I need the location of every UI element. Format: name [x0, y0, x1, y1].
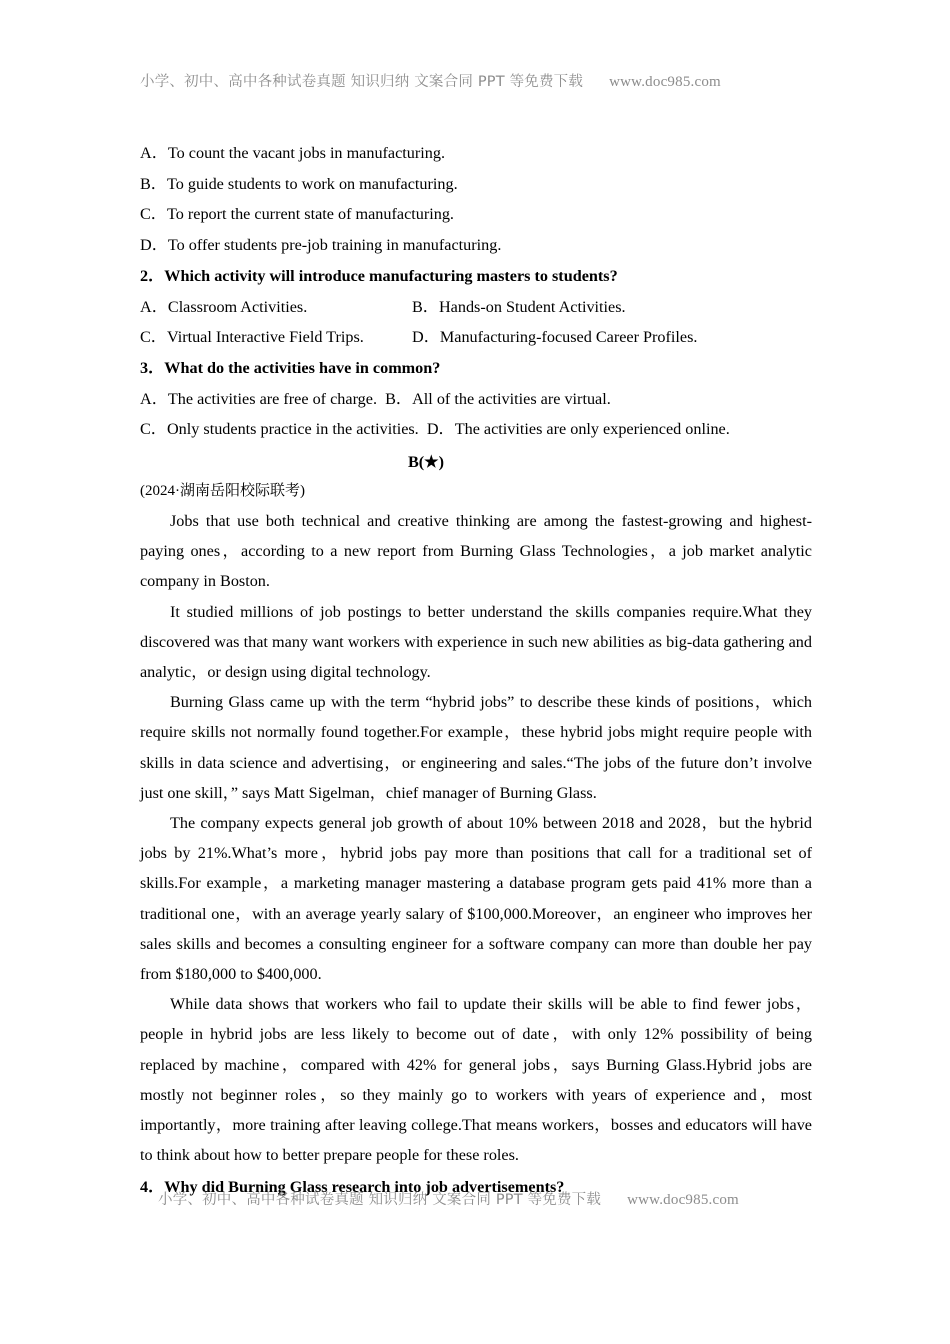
option-label: B． — [140, 174, 167, 193]
option-row — [140, 169, 812, 200]
option-cell — [140, 322, 412, 353]
document-content — [140, 138, 812, 1202]
option-label: C． — [140, 420, 167, 439]
header-watermark-url: www.doc985.com — [609, 74, 721, 90]
option-label: B． — [385, 389, 413, 408]
option-row — [140, 199, 812, 230]
question-3-stem — [140, 353, 812, 384]
passage-paragraph: Burning Glass came up with the term “hybrid jobs” to describe these kinds of positions，which require skills not normally found together.For example，these hybrid jobs might require people with skills in data science and advertising，or engineering and sales.“The jobs of the future don’t involve just one skill，” says Matt Sigelman，chief manager of Burning Glass. — [140, 693, 812, 802]
option-row — [140, 292, 812, 323]
option-row — [140, 384, 812, 415]
option-label: D． — [426, 420, 455, 439]
option-label: D． — [412, 328, 440, 347]
section-heading: B(★) — [407, 453, 445, 472]
option-text: Manufacturing-focused Career Profiles. — [439, 328, 698, 347]
question-text: What do the activities have in common? — [164, 358, 441, 377]
passage-paragraph: The company expects general job growth of about 10% between 2018 and 2028，but the hybrid jobs by 21%.What’s more，hybrid jobs pay more than positions that call for a traditional set of skills.For example，a marketing manager mastering a database program gets paid 41% more than a traditional one，with an average yearly salary of $100,000.Moreover，an engineer who improves her sales skills and becomes a consulting engineer for a software company can more than double her pay from $180,000 to $400,000. — [140, 814, 812, 984]
option-text: Virtual Interactive Field Trips. — [166, 328, 364, 347]
passage-paragraph: It studied millions of job postings to better understand the skills companies require.What they discovered was that many want workers with experience in such new abilities as big-data gathering and analytic，or design using digital technology. — [140, 602, 812, 682]
option-text: Only students practice in the activities. — [166, 420, 419, 439]
option-text: Classroom Activities. — [167, 297, 308, 316]
option-cell — [140, 292, 412, 323]
option-row — [140, 230, 812, 261]
source-attribution: (2024·湖南岳阳校际联考) — [140, 483, 305, 500]
footer-watermark-text: 小学、初中、高中各种试卷真题 知识归纳 文案合同 PPT 等免费下载 — [158, 1192, 602, 1208]
option-label: C． — [140, 328, 167, 347]
option-text: All of the activities are virtual. — [412, 389, 611, 408]
footer-watermark — [158, 1188, 828, 1209]
option-label: A． — [140, 297, 168, 316]
question-text: Why did Burning Glass research into job advertisements? — [164, 1177, 565, 1196]
question-number: 3． — [140, 358, 165, 377]
option-text: The activities are only experienced online. — [454, 420, 730, 439]
option-cell — [412, 292, 626, 323]
passage-paragraph: Jobs that use both technical and creative thinking are among the fastest-growing and highest-paying ones，according to a new report from Burning Glass Technologies，a job market analytic company in Boston. — [140, 512, 812, 591]
passage-paragraph: While data shows that workers who fail to update their skills will be able to find fewer jobs，people in hybrid jobs are less likely to become out of date，with only 12% possibility of being replaced by machine，compared with 42% for general jobs，says Burning Glass.Hybrid jobs are mostly not beginner roles，so they mainly go to workers with years of experience and，most importantly，more training after leaving college.That means workers，bosses and educators will have to think about how to better prepare people for these roles. — [140, 995, 812, 1165]
option-text: To guide students to work on manufacturing. — [166, 174, 458, 193]
option-label: A． — [140, 144, 168, 162]
question-2-stem — [140, 261, 812, 292]
question-number: 2． — [140, 266, 165, 285]
option-text: To offer students pre-job training in manufacturing. — [167, 236, 502, 255]
header-watermark — [140, 70, 810, 91]
option-label: D． — [140, 236, 168, 255]
option-row — [140, 322, 812, 353]
option-row — [140, 138, 812, 169]
option-text: The activities are free of charge. — [167, 389, 378, 408]
question-text: Which activity will introduce manufacturing masters to students? — [164, 266, 618, 285]
footer-watermark-url: www.doc985.com — [627, 1192, 739, 1208]
option-cell — [412, 322, 697, 353]
header-watermark-text: 小学、初中、高中各种试卷真题 知识归纳 文案合同 PPT 等免费下载 — [140, 74, 584, 90]
option-text: To count the vacant jobs in manufacturing. — [167, 144, 446, 162]
option-row — [140, 414, 812, 445]
option-label: C． — [140, 205, 167, 224]
option-text: To report the current state of manufacturing. — [166, 205, 454, 224]
question-number: 4． — [140, 1177, 165, 1196]
option-label: B． — [412, 297, 439, 316]
option-label: A． — [140, 389, 168, 408]
option-text: Hands-on Student Activities. — [438, 297, 626, 316]
